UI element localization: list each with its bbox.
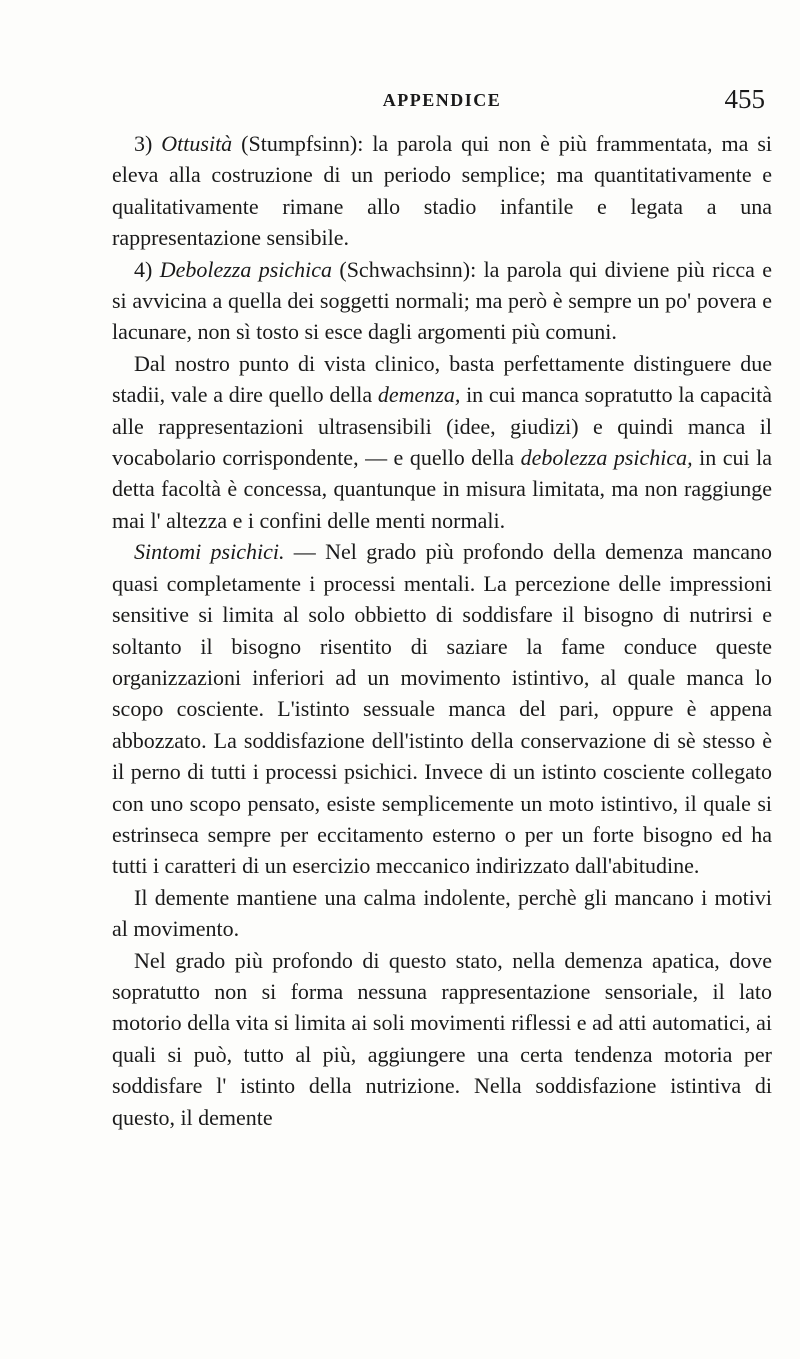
paragraph-text: in cui manca sopratutto la capacità alle rappresentazioni ultrasensibili (idee, giudizi) e quindi manca il vocabolario corrispondente, — e quello della [112,382,772,471]
paragraph-text: in cui la detta facoltà è concessa, quantunque in misura limitata, ma non raggiunge mai l' altezza e i confini delle menti normali. [112,445,772,533]
page-number: 455 [724,84,765,114]
section-heading: Sintomi psichici. [134,539,285,565]
term-debolezza-psichica: debolezza psichica, [520,445,693,471]
term-ottusita: Ottusità [161,131,233,156]
body-text [112,128,772,1133]
paragraph-body: (Stumpfsinn): la parola qui non è più frammentata, ma si eleva alla costruzione di un periodo semplice; ma quantitativamente e qualitativamente rimane allo stadio infantile e legata a una rappresentazione sensibile. [112,131,772,251]
paragraph-calma [112,882,772,945]
paragraph-sintomi [112,536,772,881]
paragraph-body: (Schwachsinn): la parola qui diviene più ricca e si avvicina a quella dei soggetti normali; ma però è sempre un po' povera e lacunare, non sì tosto si esce dagli argomenti più comuni. [112,256,773,345]
paragraph-text: Dal nostro punto di vista clinico, basta perfettamente distinguere due stadii, vale a dire quello della [112,350,772,408]
item-number: 3) [134,131,153,156]
item-number: 4) [134,256,153,282]
term-debolezza-psichica: Debolezza psichica [159,256,333,282]
paragraph-ottusita [112,128,772,254]
page-header [112,84,772,118]
paragraph-apatica [112,945,772,1133]
paragraph-clinico [112,348,772,536]
paragraph-body: Nel grado più profondo di questo stato, nella demenza apatica, dove sopratutto non si forma nessuna rappresentazione sensoriale, il lato motorio della vita si limita ai soli movimenti riflessi e ad atti automatici, ai quali si può, tutto al più, aggiungere una certa tendenza motoria per soddisfare l' istinto della nutrizione. Nella soddisfazione istintiva di questo, il demente [112,947,772,1130]
paragraph-body: Il demente mantiene una calma indolente, perchè gli mancano i motivi al movimento. [112,884,772,942]
paragraph-body: — Nel grado più profondo della demenza mancano quasi completamente i processi mentali. La percezione delle impressioni sensitive si limita al solo obbietto di soddisfare il bisogno di nutrirsi e soltanto il bisogno risentito di saziare la fame conduce queste organizzazioni inferiori ad un movimento istintivo, al quale manca lo scopo cosciente. L'istinto sessuale manca del pari, oppure è appena abbozzato. La soddisfazione dell'istinto della conservazione di sè stesso è il perno di tutti i processi psichici. Invece di un istinto cosciente collegato con uno scopo pensato, esiste semplicemente un moto istintivo, il quale si estrinseca sempre per eccitamento esterno o per un forte bisogno ed ha tutti i caratteri di un esercizio meccanico indirizzato dall'abitudine. [112,539,773,879]
paragraph-debolezza [112,254,772,348]
running-head: APPENDICE [382,90,502,110]
term-demenza: demenza, [377,382,461,408]
